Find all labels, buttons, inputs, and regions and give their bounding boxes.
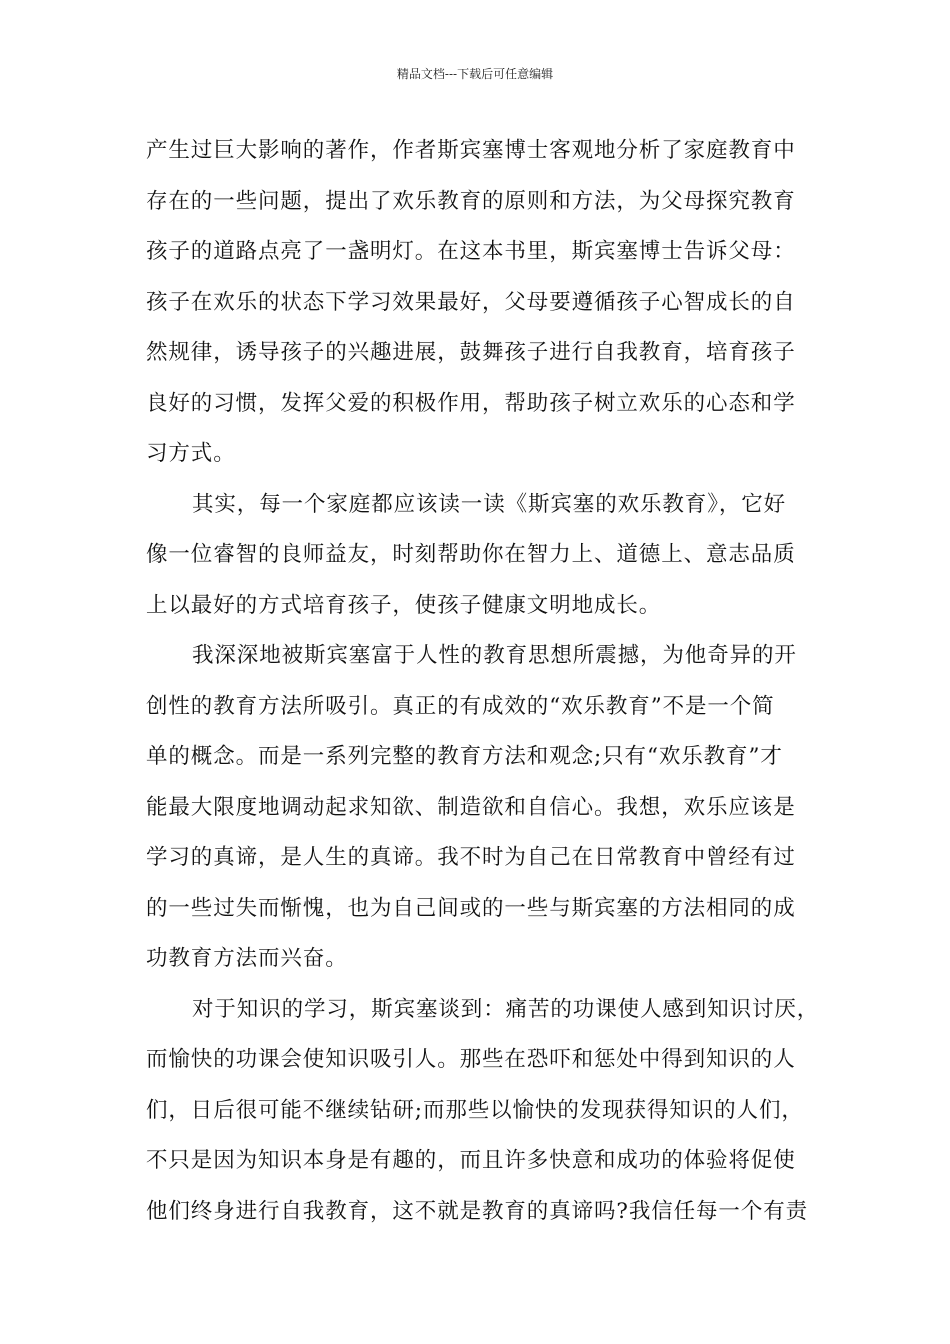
- text-line: 的一些过失而惭愧，也为自己间或的一些与斯宾塞的方法相同的成: [146, 895, 796, 921]
- text-line: 孩子的道路点亮了一盏明灯。在这本书里，斯宾塞博士告诉父母：: [146, 239, 796, 264]
- text-line: 然规律，诱导孩子的兴趣进展，鼓舞孩子进行自我教育，培育孩子: [146, 340, 796, 365]
- paragraph-2: [146, 480, 814, 632]
- document-body: [146, 126, 820, 1237]
- text-line: 功教育方法而兴奋。: [146, 946, 348, 971]
- text-line: 存在的一些问题，提出了欢乐教育的原则和方法，为父母探究教育: [146, 188, 796, 214]
- text-line: 们，日后很可能不继续钻研;而那些以愉快的发现获得知识的人们，: [146, 1097, 804, 1123]
- text-line: 而愉快的功课会使知识吸引人。那些在恐吓和惩处中得到知识的人: [146, 1047, 796, 1072]
- text-line: 他们终身进行自我教育，这不就是教育的真谛吗?我信任每一个有责: [146, 1198, 809, 1224]
- paragraph-1: [146, 126, 814, 480]
- text-line: 产生过巨大影响的著作，作者斯宾塞博士客观地分析了家庭教育中: [146, 138, 796, 163]
- text-line: 像一位睿智的良师益友，时刻帮助你在智力上、道德上、意志品质: [146, 542, 796, 567]
- paragraph-3: [146, 631, 814, 985]
- text-line: 对于知识的学习，斯宾塞谈到：痛苦的功课使人感到知识讨厌，: [192, 996, 820, 1022]
- text-line: 能最大限度地调动起求知欲、制造欲和自信心。我想，欢乐应该是: [146, 794, 796, 820]
- text-line: 习方式。: [146, 441, 236, 466]
- text-line: 不只是因为知识本身是有趣的，而且许多快意和成功的体验将促使: [146, 1148, 796, 1173]
- text-line: 孩子在欢乐的状态下学习效果最好，父母要遵循孩子心智成长的自: [146, 289, 796, 315]
- text-line: 上以最好的方式培育孩子，使孩子健康文明地成长。: [146, 592, 662, 618]
- page-header: 精品文档---下载后可任意编辑: [396, 67, 554, 81]
- text-line: 单的概念。而是一系列完整的教育方法和观念;只有“欢乐教育”才: [146, 744, 783, 769]
- text-line: 创性的教育方法所吸引。真正的有成效的“欢乐教育”不是一个简: [146, 693, 775, 719]
- text-line: 良好的习惯，发挥父爱的积极作用，帮助孩子树立欢乐的心态和学: [146, 390, 796, 416]
- text-line: 学习的真谛，是人生的真谛。我不时为自己在日常教育中曾经有过: [146, 845, 796, 870]
- paragraph-4: [146, 985, 820, 1238]
- text-line: 其实，每一个家庭都应该读一读《斯宾塞的欢乐教育》，它好: [192, 491, 787, 517]
- text-line: 我深深地被斯宾塞富于人性的教育思想所震撼，为他奇异的开: [192, 643, 797, 668]
